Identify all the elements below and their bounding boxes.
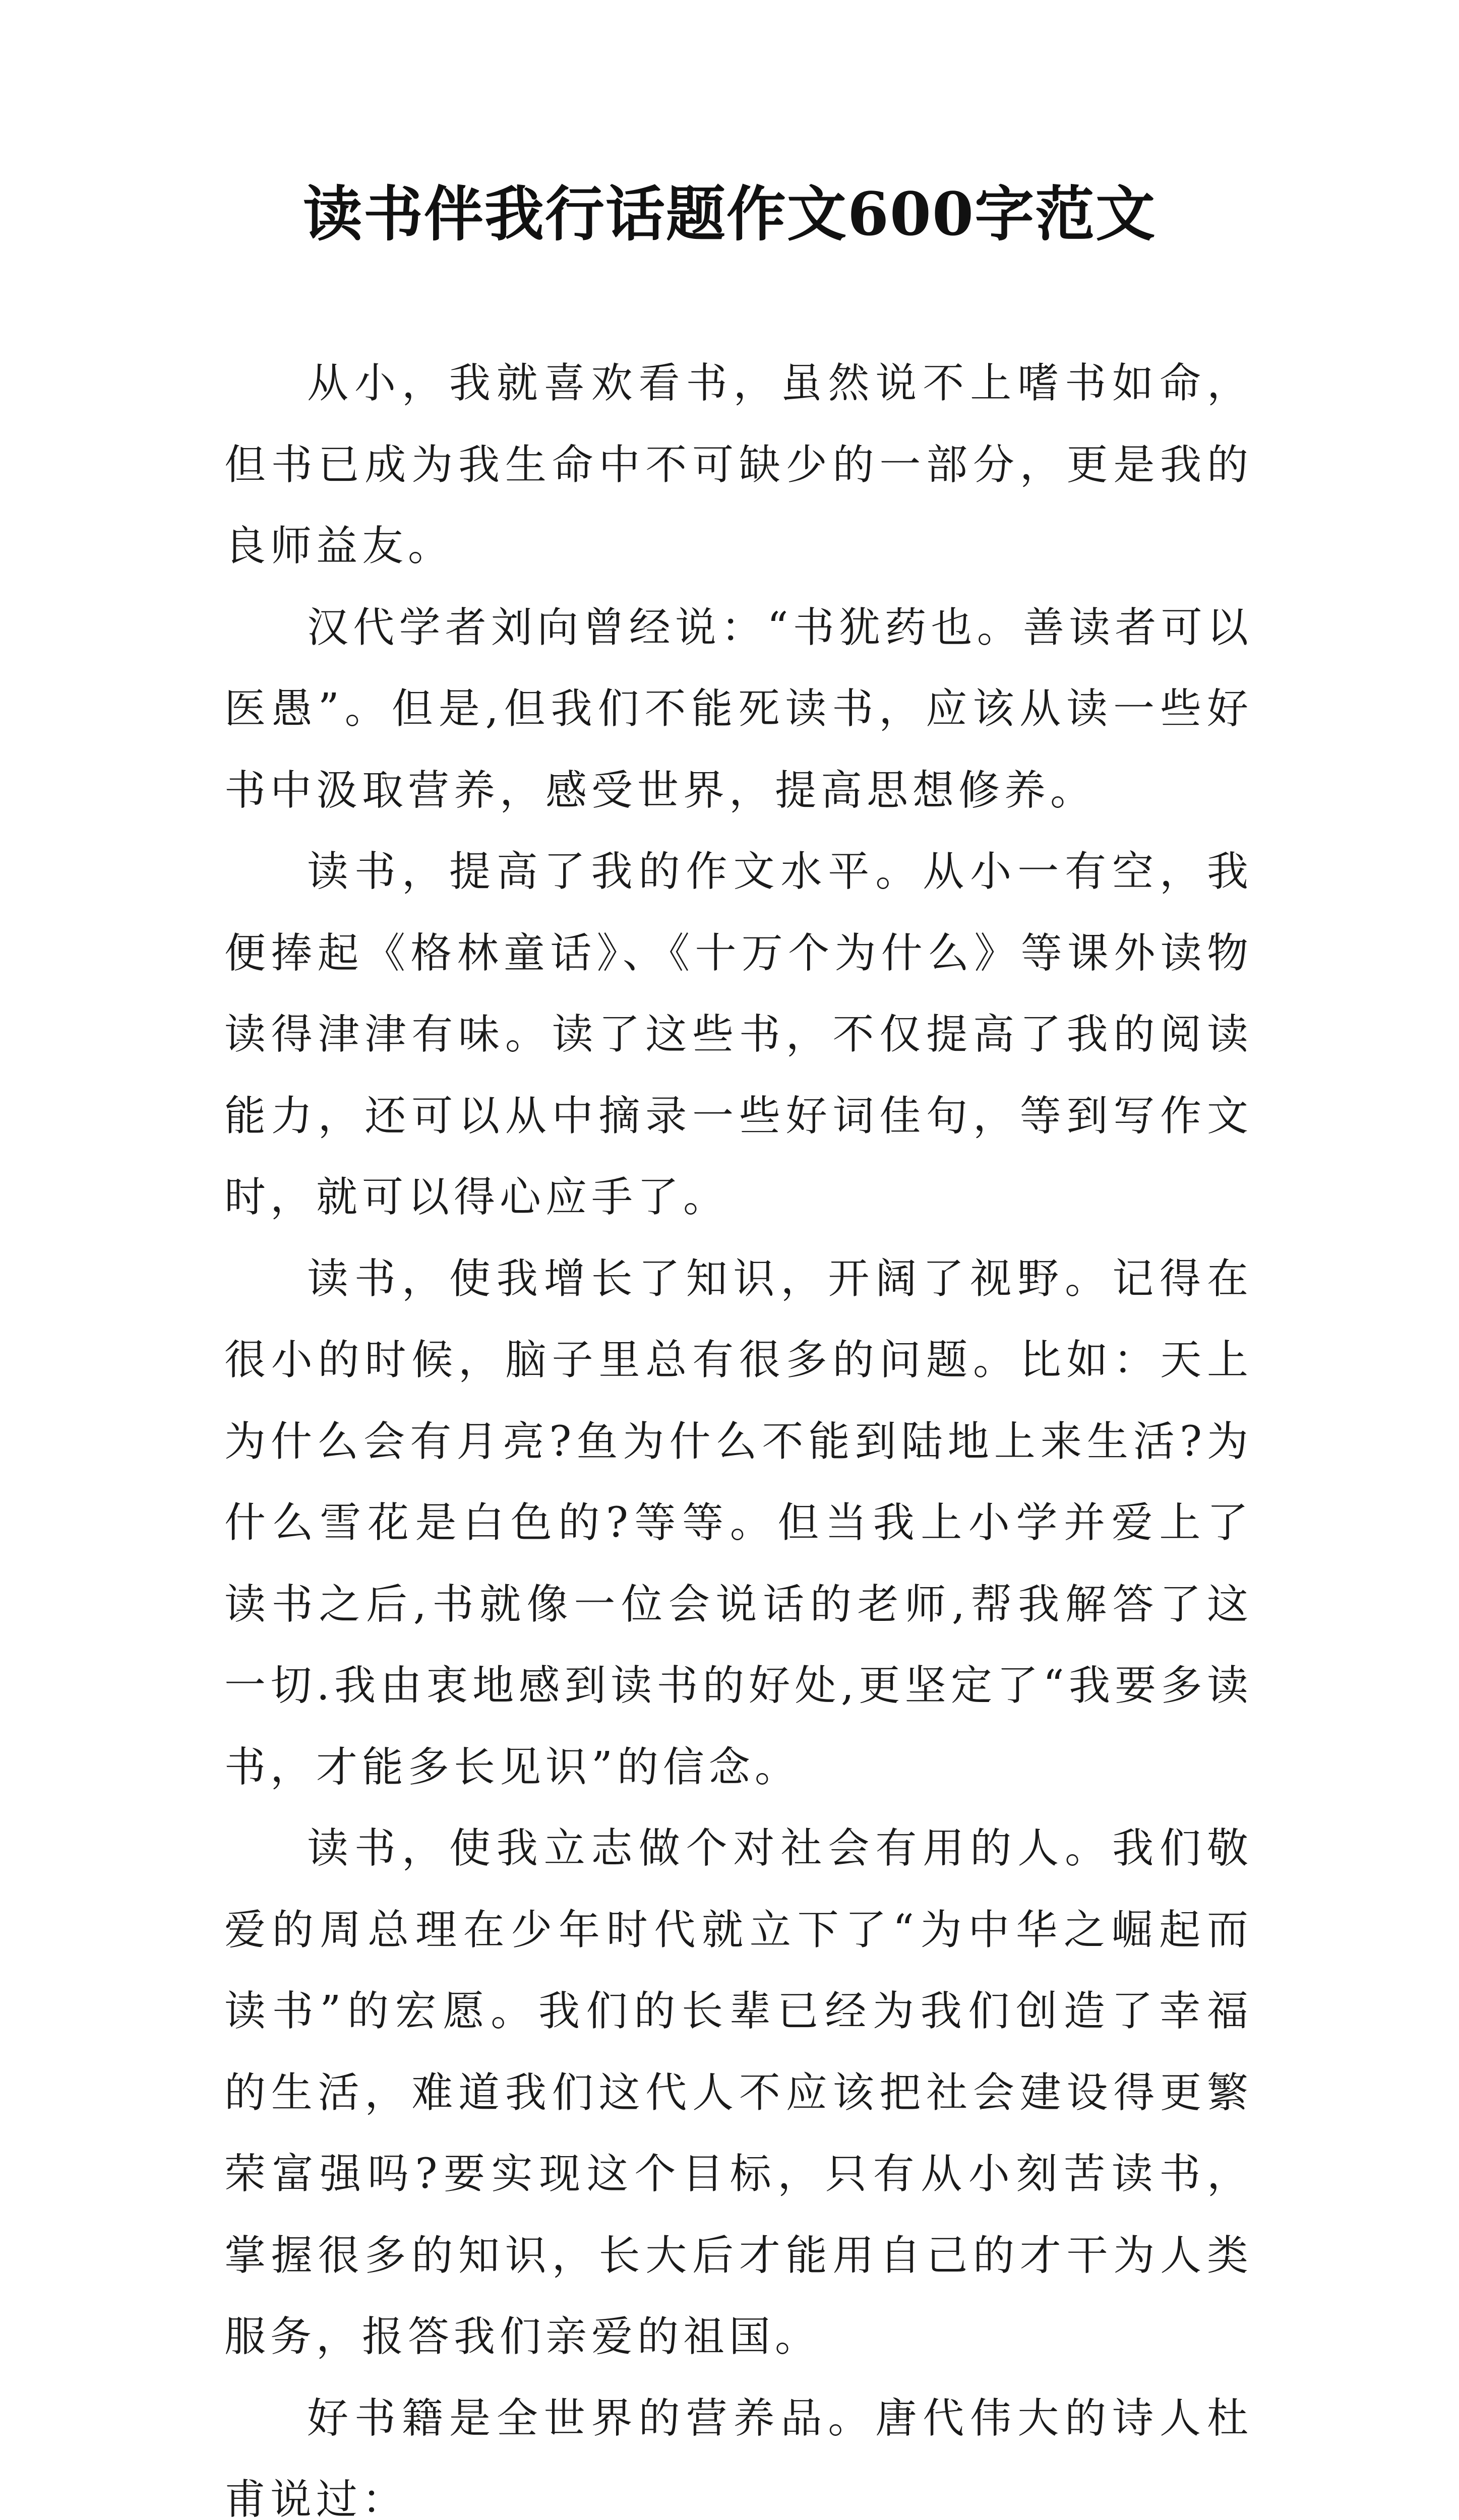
paragraph: 从小，我就喜欢看书，虽然说不上嗜书如命，但书已成为我生命中不可缺少的一部分，更是我的良师益友。	[224, 343, 1253, 587]
paragraph: 读书，使我增长了知识，开阔了视野。记得在很小的时候，脑子里总有很多的问题。比如：天上为什么会有月亮?鱼为什么不能到陆地上来生活?为什么雪花是白色的?等等。但当我上小学并爱上了读书之后,书就像一位会说话的老师,帮我解答了这一切.我由衷地感到读书的好处,更坚定了“我要多读书，才能多长见识”的信念。	[224, 1238, 1253, 1808]
paragraph: 好书籍是全世界的营养品。唐代伟大的诗人杜甫说过：	[224, 2378, 1253, 2520]
document-body	[224, 343, 1253, 2520]
paragraph: 读书，提高了我的作文水平。从小一有空，我便捧起《格林童话》、《十万个为什么》等课外读物读得津津有味。读了这些书，不仅提高了我的阅读能力，还可以从中摘录一些好词佳句，等到写作文时，就可以得心应手了。	[224, 831, 1253, 1238]
document-title: 读书伴我行话题作文600字范文	[0, 174, 1459, 255]
paragraph: 汉代学者刘向曾经说：“书犹药也。善读者可以医愚”。但是,但我们不能死读书，应该从读一些好书中汲取营养，感受世界，提高思想修养。	[224, 587, 1253, 832]
paragraph: 读书，使我立志做个对社会有用的人。我们敬爱的周总理在少年时代就立下了“为中华之崛起而读书”的宏愿。我们的长辈已经为我们创造了幸福的生活，难道我们这代人不应该把社会建设得更繁荣富强吗?要实现这个目标，只有从小刻苦读书，掌握很多的知识，长大后才能用自己的才干为人类服务，报答我们亲爱的祖国。	[224, 1808, 1253, 2378]
